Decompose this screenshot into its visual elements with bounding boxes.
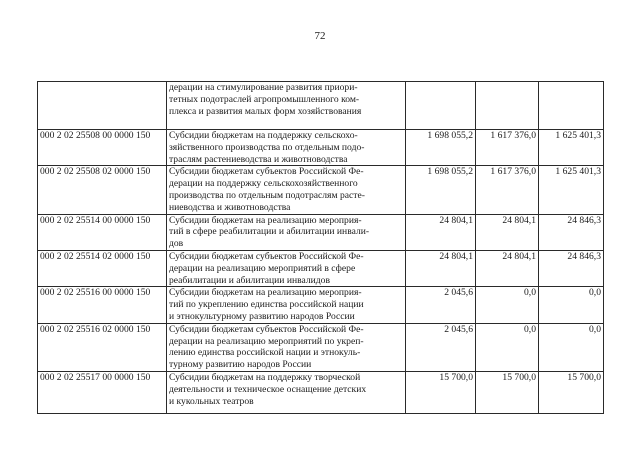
amount-year-1-cell: 2 045,6 [406,287,476,323]
table-row [38,287,604,323]
amount-year-3-cell: 1 625 401,3 [539,166,604,214]
amount-year-1-cell: 2 045,6 [406,323,476,371]
amount-year-2-cell: 24 804,1 [476,250,539,286]
table-row [38,323,604,371]
budget-table-body [38,82,604,414]
amount-year-3-cell: 24 846,3 [539,214,604,250]
amount-year-3-cell: 0,0 [539,323,604,371]
revenue-code-cell: 000 2 02 25514 02 0000 150 [38,250,167,286]
table-row [38,82,604,130]
budget-table [37,81,604,414]
table-row [38,130,604,166]
revenue-code-cell: 000 2 02 25508 00 0000 150 [38,130,167,166]
revenue-name-cell: Субсидии бюджетам на реализацию мероприя- тий в сфере реабилитации и абилитации инвали- дов [167,214,406,250]
revenue-name-cell: дерации на стимулирование развития приори- тетных подотраслей агропромышленного ком- плекса и развития малых форм хозяйствования [167,82,406,130]
amount-year-3-cell: 15 700,0 [539,371,604,413]
revenue-name-cell: Субсидии бюджетам субъектов Российской Фе- дерации на реализацию мероприятий в сфере реабилитации и абилитации инвалидов [167,250,406,286]
revenue-name-cell: Субсидии бюджетам субъектов Российской Фе- дерации на поддержку сельскохозяйственного производства по отдельным подотраслям расте- ниеводства и животноводства [167,166,406,214]
revenue-name-cell: Субсидии бюджетам на поддержку творческой деятельности и техническое оснащение детских и кукольных театров [167,371,406,413]
revenue-code-cell: 000 2 02 25516 02 0000 150 [38,323,167,371]
table-row [38,166,604,214]
amount-year-1-cell: 24 804,1 [406,250,476,286]
amount-year-2-cell: 1 617 376,0 [476,130,539,166]
revenue-code-cell: 000 2 02 25514 00 0000 150 [38,214,167,250]
amount-year-1-cell: 1 698 055,2 [406,166,476,214]
page-number: 72 [314,30,326,42]
amount-year-2-cell [476,82,539,130]
amount-year-2-cell: 0,0 [476,287,539,323]
table-row [38,250,604,286]
amount-year-2-cell: 24 804,1 [476,214,539,250]
table-row [38,214,604,250]
revenue-code-cell: 000 2 02 25508 02 0000 150 [38,166,167,214]
amount-year-1-cell [406,82,476,130]
amount-year-2-cell: 15 700,0 [476,371,539,413]
revenue-code-cell: 000 2 02 25516 00 0000 150 [38,287,167,323]
amount-year-1-cell: 24 804,1 [406,214,476,250]
revenue-code-cell: 000 2 02 25517 00 0000 150 [38,371,167,413]
revenue-name-cell: Субсидии бюджетам на поддержку сельскохо- зяйственного производства по отдельным подо- траслям растениеводства и животноводства [167,130,406,166]
amount-year-1-cell: 15 700,0 [406,371,476,413]
table-row [38,371,604,413]
amount-year-3-cell: 1 625 401,3 [539,130,604,166]
revenue-name-cell: Субсидии бюджетам субъектов Российской Фе- дерации на реализацию мероприятий по укреп- лению единства российской нации и этнокуль- турному развитию народов России [167,323,406,371]
amount-year-3-cell: 24 846,3 [539,250,604,286]
amount-year-2-cell: 0,0 [476,323,539,371]
amount-year-2-cell: 1 617 376,0 [476,166,539,214]
amount-year-3-cell: 0,0 [539,287,604,323]
amount-year-1-cell: 1 698 055,2 [406,130,476,166]
revenue-name-cell: Субсидии бюджетам на реализацию мероприя- тий по укреплению единства российской нации и этнокультурному развитию народов России [167,287,406,323]
revenue-code-cell [38,82,167,130]
amount-year-3-cell [539,82,604,130]
